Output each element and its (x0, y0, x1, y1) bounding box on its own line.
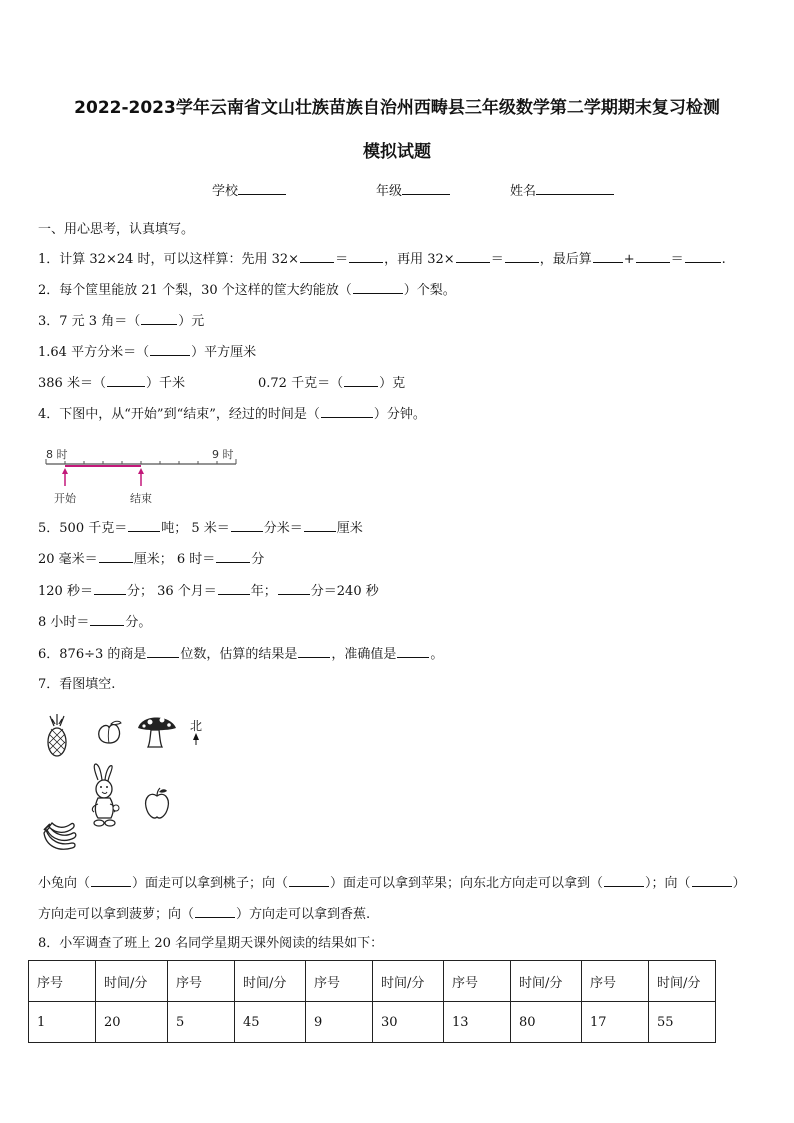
q5-blank-7[interactable] (218, 582, 250, 595)
q5-blank-1[interactable] (128, 519, 160, 532)
table-cell: 9 (306, 1002, 373, 1043)
timeline-diagram (40, 440, 250, 510)
q5-blank-4[interactable] (99, 550, 133, 563)
school-blank[interactable] (238, 181, 286, 195)
q6-blank-2[interactable] (298, 645, 330, 658)
q5-blank-6[interactable] (94, 582, 126, 595)
question-4: 4．下图中，从“开始”到“结束”，经过的时间是（ ）分钟。 (38, 407, 426, 422)
q1-blank-3[interactable] (456, 250, 490, 263)
table-row (29, 1002, 716, 1043)
reading-time-table (28, 960, 716, 1043)
document-title (30, 86, 764, 174)
table-header-cell: 时间/分 (511, 961, 582, 1002)
q5-blank-8[interactable] (278, 582, 310, 595)
table-header-cell: 时间/分 (373, 961, 444, 1002)
q3-blank-2[interactable] (150, 343, 190, 356)
rabbit-icon (92, 764, 119, 826)
table-cell: 13 (444, 1002, 511, 1043)
table-header-cell: 时间/分 (235, 961, 306, 1002)
table-cell: 17 (582, 1002, 649, 1043)
north-arrow-icon (190, 719, 202, 745)
section-heading: 一、用心思考，认真填写。 (38, 222, 195, 237)
end-arrow-icon (138, 468, 144, 486)
start-arrow-icon (62, 468, 68, 486)
q2-blank[interactable] (353, 281, 403, 294)
table-header-cell: 时间/分 (649, 961, 716, 1002)
q3-blank-4[interactable] (344, 374, 378, 387)
question-7-title: 7．看图填空. (38, 677, 116, 692)
table-cell: 45 (235, 1002, 306, 1043)
question-3-line-3: 386 米＝（ ）千米 (38, 376, 185, 391)
timeline-left-label: 8 时 (46, 448, 68, 461)
north-label: 北 (190, 719, 203, 733)
title-line-1: 2022-2023学年云南省文山壮族苗族自治州西畴县三年级数学第二学期期末复习检测 (74, 98, 720, 118)
table-header-cell: 序号 (29, 961, 96, 1002)
name-blank[interactable] (536, 181, 614, 195)
pineapple-icon (48, 714, 66, 756)
q1-blank-2[interactable] (349, 250, 383, 263)
question-6: 6．876÷3 的商是 位数，估算的结果是 ，准确值是 。 (38, 647, 444, 662)
q1-blank-1[interactable] (300, 250, 334, 263)
grade-blank[interactable] (402, 181, 450, 195)
question-7-line-2: 方向走可以拿到菠萝；向（ ）方向走可以拿到香蕉. (38, 907, 371, 922)
q5-blank-2[interactable] (231, 519, 263, 532)
q7-blank-1[interactable] (91, 874, 131, 887)
table-header-cell: 序号 (444, 961, 511, 1002)
map-figure (38, 712, 238, 862)
q7-blank-2[interactable] (289, 874, 329, 887)
q7-blank-4[interactable] (692, 874, 732, 887)
peach-icon (99, 721, 121, 743)
question-5-line-1: 5．500 千克＝ 吨； 5 米＝ 分米＝ 厘米 (38, 521, 363, 536)
q7-blank-3[interactable] (604, 874, 644, 887)
table-header-cell: 序号 (168, 961, 235, 1002)
table-cell: 5 (168, 1002, 235, 1043)
q5-blank-9[interactable] (90, 613, 124, 626)
table-header-cell: 时间/分 (96, 961, 168, 1002)
apple-icon (146, 788, 169, 818)
table-header-row (29, 961, 716, 1002)
banana-icon (44, 823, 76, 849)
q1-blank-7[interactable] (685, 250, 721, 263)
q1-blank-5[interactable] (593, 250, 623, 263)
mushroom-icon (138, 718, 176, 748)
table-cell: 30 (373, 1002, 444, 1043)
q5-blank-3[interactable] (304, 519, 336, 532)
end-label: 结束 (130, 492, 152, 505)
question-2: 2．每个筐里能放 21 个梨，30 个这样的筐大约能放（ ）个梨。 (38, 283, 456, 298)
name-field[interactable]: 姓名 (510, 180, 614, 199)
q1-blank-4[interactable] (505, 250, 539, 263)
question-1: 1．计算 32×24 时，可以这样算：先用 32× ＝ ，再用 32× ＝ ，最后算 + ＝ . (38, 252, 726, 267)
question-5-line-4: 8 小时＝ 分。 (38, 615, 152, 630)
start-label: 开始 (54, 492, 76, 505)
question-5-line-3: 120 秒＝ 分； 36 个月＝ 年； 分＝240 秒 (38, 584, 379, 599)
timeline-ticks (46, 459, 236, 464)
table-header-cell: 序号 (582, 961, 649, 1002)
q3-blank-1[interactable] (141, 312, 177, 325)
question-8-title: 8．小军调查了班上 20 名同学星期天课外阅读的结果如下： (38, 936, 384, 951)
table-cell: 55 (649, 1002, 716, 1043)
question-5-line-2: 20 毫米＝ 厘米； 6 时＝ 分 (38, 552, 265, 567)
q4-blank[interactable] (321, 405, 373, 418)
school-field[interactable]: 学校 (212, 180, 286, 199)
q1-blank-6[interactable] (636, 250, 670, 263)
q3-blank-3[interactable] (107, 374, 145, 387)
table-header-cell: 序号 (306, 961, 373, 1002)
q6-blank-1[interactable] (147, 645, 179, 658)
q6-blank-3[interactable] (397, 645, 429, 658)
table-cell: 1 (29, 1002, 96, 1043)
table-cell: 80 (511, 1002, 582, 1043)
question-3-line-1: 3．7 元 3 角＝（ ）元 (38, 314, 205, 329)
question-3-line-2: 1.64 平方分米＝（ ）平方厘米 (38, 345, 257, 360)
grade-field[interactable]: 年级 (376, 180, 450, 199)
q5-blank-5[interactable] (216, 550, 250, 563)
timeline-right-label: 9 时 (212, 448, 234, 461)
title-line-2: 模拟试题 (363, 142, 431, 162)
question-7-line-1: 小兔向（ ）面走可以拿到桃子；向（ ）面走可以拿到苹果；向东北方向走可以拿到（ ）；向（ ） (38, 876, 746, 891)
table-cell: 20 (96, 1002, 168, 1043)
question-3-line-3b: 0.72 千克＝（ ）克 (258, 376, 406, 391)
q7-blank-5[interactable] (195, 905, 235, 918)
